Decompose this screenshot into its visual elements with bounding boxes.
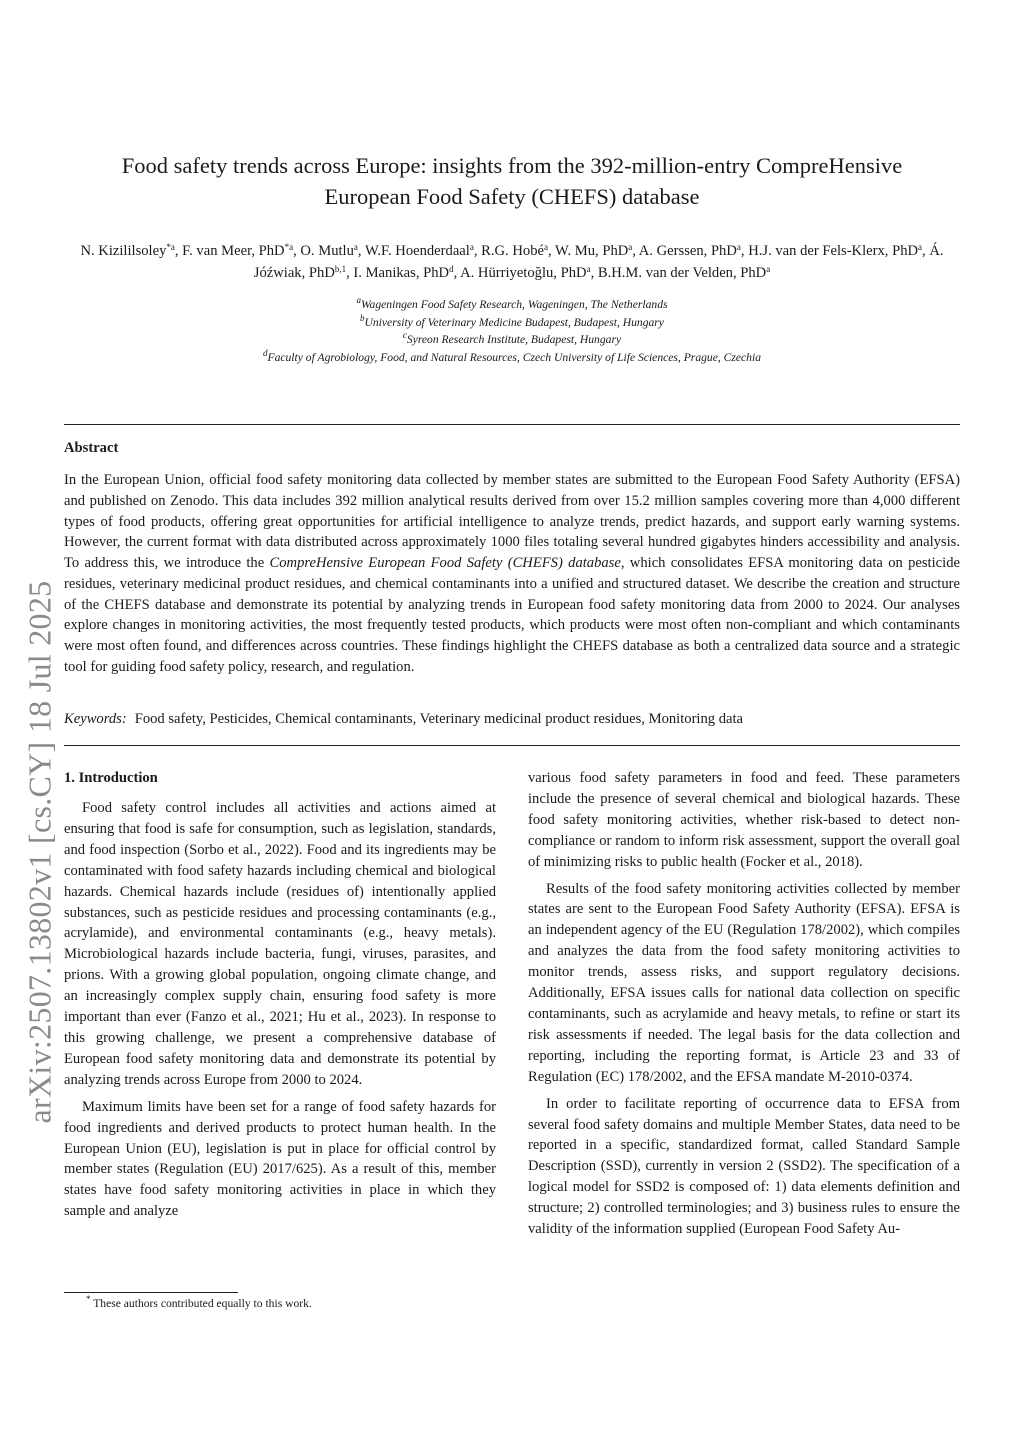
left-column [64,768,496,1228]
author: I. Manikas, PhD$^d$ [353,264,454,281]
author: B.H.M. van der Velden, PhD$^a$ [597,264,771,281]
footnote-mark: * [86,1294,91,1304]
affiliation-list [60,296,964,366]
author: F. van Meer, PhD$^{*a}$ [182,242,294,259]
keywords-text: Food safety, Pesticides, Chemical contaminants, Veterinary medicinal product residues, Monitoring data [134,711,744,727]
footnote-text: These authors contributed equally to this work. [93,1297,312,1310]
abstract-text: In the European Union, official food safety monitoring data collected by member states are submitted to the European Food Safety Authority (EFSA) and published on Zenodo. This data includes 392 million analytical results derived from over 15.2 million samples covering more than 4,000 different types of food products, offering great opportunities for artificial intelligence to analyze trends, predict hazards, and support early warning systems. However, the current format with data distributed across approximately 1000 files totaling several hundred gigabytes hinders accessibility and analysis. To address this, we introduce the CompreHensive European Food Safety (CHEFS) database, which consolidates EFSA monitoring data on pesticide residues, veterinary medicinal product residues, and chemical contaminants into a unified and structured dataset. We describe the creation and structure of the CHEFS database and demonstrate its potential by analyzing trends in European food safety monitoring data from 2000 to 2024. Our analyses explore changes in monitoring activities, the most frequently tested products, which products were most often non-compliant and which contaminants were most often found, and differences across countries. These findings highlight the CHEFS database as both a centralized data source and a strategic tool for guiding food safety policy, research, and regulation. [64,472,960,675]
author: O. Mutlu$^a$ [300,242,358,259]
body-paragraph: Maximum limits have been set for a range of food safety hazards for food ingredients and derived products to protect human health. In the European Union (EU), legislation is put in place for official control by member states (Regulation (EU) 2017/625). As a result of this, member states have food safety monitoring activities in place in which they sample and analyze [64,1098,496,1220]
keywords [64,709,960,729]
database-name: CompreHensive European Food Safety (CHEFS) database [269,555,621,571]
author: N. Kizililsoley$^{*a}$ [80,242,175,259]
title-line-1: Food safety trends across Europe: insights from the 392-million-entry CompreHensive [121,153,903,178]
author: R.G. Hobé$^a$ [481,242,548,259]
arxiv-watermark: arXiv:2507.13802v1 [cs.CY] 18 Jul 2025 [21,580,58,1124]
footnote [86,1296,312,1312]
body-paragraph: In order to facilitate reporting of occurrence data to EFSA from several food safety domains and multiple Member States, data need to be reported in a specific, standardized format, called Standard Sample Description (SSD), currently in version 2 (SSD2). The specification of a logical model for SSD2 is composed of: 1) data elements definition and structure; 2) controlled terminologies; and 3) business rules to ensure the validity of the information supplied (European Food Safety Au- [528,1095,960,1238]
body-paragraph: Food safety control includes all activities and actions aimed at ensuring that food is safe for consumption, such as legislation, standards, and food inspection (Sorbo et al., 2022). Food and its ingredients may be contaminated with food safety hazards including chemical and biological hazards. Chemical hazards include (residues of) intentionally applied substances, such as pesticide residues and processing contaminants (e.g., acrylamide), and environmental contaminants (e.g., heavy metals). Microbiological hazards include bacteria, fungi, viruses, parasites, and prions. With a growing global population, ongoing climate change, and an increasingly complex supply chain, ensuring food safety is more important than ever (Fanzo et al., 2021; Hu et al., 2023). In response to this growing challenge, we present a comprehensive database of European food safety monitoring data and demonstrate its potential by analyzing trends across Europe from 2000 to 2024. [64,800,496,1088]
affiliation: $^a$Wageningen Food Safety Research, Wageningen, The Netherlands [356,295,668,311]
abstract-top-rule [64,424,960,425]
affiliation: $^d$Faculty of Agrobiology, Food, and Natural Resources, Czech University of Life Sciences, Prague, Czechia [262,347,761,364]
body-paragraph: Results of the food safety monitoring activities collected by member states are sent to the European Food Safety Authority (EFSA). EFSA is an independent agency of the EU (Regulation 178/2002), which compiles and analyzes the data from the food safety monitoring activities to monitor trends, assess risks, and support regulatory decisions. Additionally, EFSA issues calls for national data collection on specific contaminants, such as acrylamide and heavy metals, to refine or start its risk assessments if needed. The legal basis for the data collection and reporting, including the reporting format, is Article 23 and 33 of Regulation (EC) 178/2002, and the EFSA mandate M-2010-0374. [528,880,960,1085]
author: W. Mu, PhD$^a$ [555,242,633,259]
footnote-rule [64,1292,238,1293]
author-list: N. Kizililsoley$^{*a}$, F. van Meer, PhD$^{*a}$, O. Mutlu$^a$, W.F. Hoenderdaal$^a$, R.G. Hobé$^a$, W. Mu, PhD$^a$, A. Gerssen, PhD$^a$, H.J. van der Fels-Klerx, PhD$^a$, Á. Jóźwiak, PhD$^{b,1}$, I. Manikas, PhD$^d$, A. Hürriyetoğlu, PhD$^a$, B.H.M. van der Velden, PhD$^a$ [80,242,944,281]
section-heading: 1. Introduction [64,770,158,786]
body-paragraph: various food safety parameters in food and feed. These parameters include the presence of several chemical and biological hazards. These food safety monitoring activities, whether risk-based to detect non-compliance or random to inform risk assessment, support the overall goal of minimizing risks to public health (Focker et al., 2018). [528,770,960,870]
author: H.J. van der Fels-Klerx, PhD$^a$ [748,242,923,259]
right-column [528,768,960,1246]
title-line-2: European Food Safety (CHEFS) database [324,184,700,209]
paper-title [60,150,964,212]
keywords-label: Keywords: [64,711,127,727]
abstract-bottom-rule [64,745,960,746]
author: A. Gerssen, PhD$^a$ [638,242,741,259]
author: A. Hürriyetoğlu, PhD$^a$ [460,264,591,281]
author: W.F. Hoenderdaal$^a$ [364,242,474,259]
affiliation: $^b$University of Veterinary Medicine Budapest, Budapest, Hungary [360,312,664,329]
author: Á. Jóźwiak, PhD$^{b,1}$ [253,243,944,281]
abstract-heading: Abstract [64,440,119,456]
affiliation: $^c$Syreon Research Institute, Budapest, Hungary [402,330,622,346]
